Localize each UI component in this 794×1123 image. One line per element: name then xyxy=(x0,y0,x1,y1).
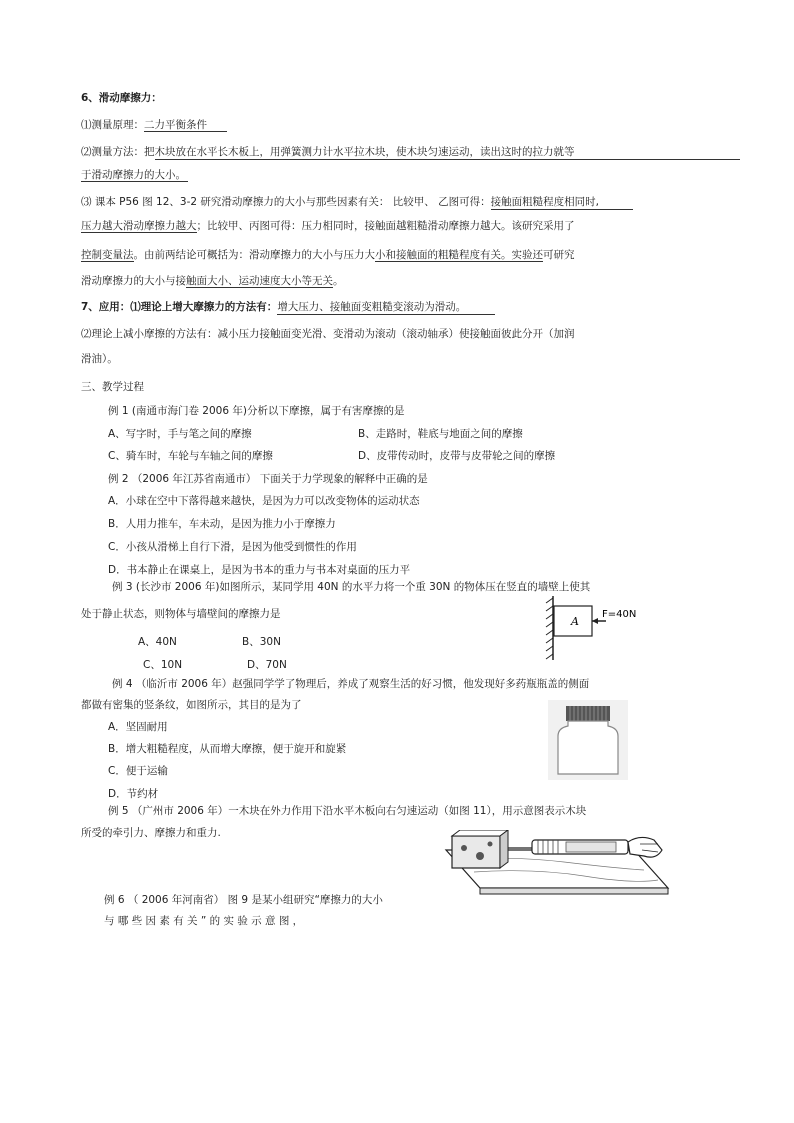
ex3-stem-2: 处于静止状态，则物体与墙壁间的摩擦力是 xyxy=(81,608,281,620)
section-3-title: 三、教学过程 xyxy=(81,381,144,393)
application-label: 7、应用：⑴理论上增大摩擦力的方法有： xyxy=(81,301,278,313)
ex2-option-b: B．人用力推车，车未动，是因为推力小于摩擦力 xyxy=(108,518,336,530)
ex3-option-a: A、40N xyxy=(138,636,177,648)
textbook-line-4-end: 。 xyxy=(333,275,344,287)
ex5-stem: 例 5 （广州市 2006 年）一木块在外力作用下沿水平木板向右匀速运动（如图 11），用示意图表示木块 xyxy=(108,805,587,817)
ex4-option-d: D．节约材 xyxy=(108,788,159,800)
force-label: F=40N xyxy=(602,609,637,620)
ex1-option-b: B、走路时，鞋底与地面之间的摩擦 xyxy=(358,428,523,440)
ex4-option-a: A．坚固耐用 xyxy=(108,721,168,733)
ex2-option-d: D．书本静止在课桌上，是因为书本的重力与书本对桌面的压力平 xyxy=(108,564,411,576)
ex4-option-c: C．便于运输 xyxy=(108,765,168,777)
measure-method-cont xyxy=(81,168,188,182)
wood-block xyxy=(452,836,500,868)
textbook-intro: ⑶ 课本 P56 图 12、3-2 研究滑动摩擦力的大小与那些因素有关： 比较甲、 乙图可得： xyxy=(81,196,491,208)
textbook-line-3 xyxy=(81,248,575,262)
ex1-option-c: C、骑车时，车轮与车轴之间的摩擦 xyxy=(108,450,273,462)
measure-method xyxy=(81,145,740,160)
force-arrowhead xyxy=(592,618,598,624)
ex1-option-a: A、写字时，手与笔之间的摩擦 xyxy=(108,428,252,440)
application-answer: 增大压力、接触面变粗糙变滚动为滑动。 xyxy=(277,300,495,315)
ex3-option-d: D、70N xyxy=(247,659,287,671)
section-6-title: 6、滑动摩擦力： xyxy=(81,92,162,104)
bottle-body xyxy=(558,721,618,774)
application-line-2: ⑵理论上减小摩擦的方法有：减小压力接触面变光滑、变滑动为滚动（滚动轴承）使接触面彼此分开（加润 xyxy=(81,328,575,340)
application-line-1 xyxy=(81,300,495,315)
ex1-stem: 例 1 (南通市海门卷 2006 年)分析以下摩擦，属于有害摩擦的是 xyxy=(108,405,405,417)
textbook-tail: 可研究 xyxy=(543,249,575,261)
textbook-middle-2: 。由前两结论可概括为：滑动摩擦力的大小与压力大 xyxy=(133,249,375,261)
measure-principle xyxy=(81,118,227,132)
measure-method-answer-2: 于滑动摩擦力的大小。 xyxy=(81,169,186,181)
wall-block-figure xyxy=(540,594,650,662)
textbook-middle: ；比较甲、丙图可得：压力相同时，接触面越粗糙滑动摩擦力越大。该研究采用了 xyxy=(196,220,575,232)
textbook-line-4-pre: 滑动摩擦力的大小与接 xyxy=(81,275,186,287)
textbook-answer-2: 压力越大滑动摩擦力越大 xyxy=(81,220,197,232)
ex3-stem: 例 3 (长沙市 2006 年)如图所示，某同学用 40N 的水平力将一个重 30N 的物体压在竖直的墙壁上使其 xyxy=(112,581,591,593)
ex6-stem-2: 与 哪 些 因 素 有 关 ” 的 实 验 示 意 图 ， xyxy=(104,915,304,927)
board-edge xyxy=(480,888,668,894)
wall-hatch xyxy=(546,598,553,659)
ex4-stem: 例 4 （临沂市 2006 年）赵强同学学了物理后，养成了观察生活的好习惯，他发现好多药瓶瓶盖的侧面 xyxy=(112,678,590,690)
medicine-bottle-figure xyxy=(548,700,628,780)
measure-method-answer: 木块放在水平长木板上，用弹簧测力计水平拉木块，使木块匀速运动，读出这时的拉力就等 xyxy=(155,145,740,160)
hand xyxy=(628,837,662,857)
bottle-cap xyxy=(566,706,610,721)
board-block-figure xyxy=(444,830,670,900)
ex3-option-b: B、30N xyxy=(242,636,281,648)
textbook-answer-4: 小和接触面的粗糙程度有关。实验还 xyxy=(375,249,543,261)
textbook-line-2 xyxy=(81,219,575,233)
ex2-option-c: C．小孩从滑梯上自行下滑，是因为他受到惯性的作用 xyxy=(108,541,357,553)
textbook-line-4 xyxy=(81,274,344,288)
textbook-answer-1: 接触面粗糙程度相同时, xyxy=(491,195,633,210)
ex6-stem: 例 6 （ 2006 年河南省） 图 9 是某小组研究“摩擦力的大小 xyxy=(104,894,383,906)
ex4-option-b: B．增大粗糙程度，从而增大摩擦，便于旋开和旋紧 xyxy=(108,743,347,755)
measure-method-label: ⑵测量方法：把 xyxy=(81,146,155,158)
ex3-option-c: C、10N xyxy=(143,659,183,671)
ex1-option-d: D、皮带传动时，皮带与皮带轮之间的摩擦 xyxy=(358,450,556,462)
ex2-option-a: A．小球在空中下落得越来越快，是因为力可以改变物体的运动状态 xyxy=(108,495,420,507)
measure-principle-answer: 二力平衡条件 xyxy=(144,119,227,132)
block-label: A xyxy=(571,615,579,628)
wood-block-top xyxy=(452,830,508,836)
ex2-stem: 例 2 （2006 年江苏省南通市） 下面关于力学现象的解释中正确的是 xyxy=(108,473,428,485)
wood-block-side xyxy=(500,830,508,868)
measure-principle-label: ⑴测量原理： xyxy=(81,119,144,131)
textbook-line-1 xyxy=(81,195,633,210)
ex4-stem-2: 都做有密集的竖条纹，如图所示，其目的是为了 xyxy=(81,699,302,711)
scale-body xyxy=(566,842,616,852)
application-line-3: 滑油）。 xyxy=(81,353,118,365)
ex5-stem-2: 所受的牵引力、摩擦力和重力. xyxy=(81,827,221,839)
textbook-answer-5: 触面大小、运动速度大小等无关 xyxy=(186,275,333,287)
textbook-answer-3: 控制变量法 xyxy=(81,249,134,261)
